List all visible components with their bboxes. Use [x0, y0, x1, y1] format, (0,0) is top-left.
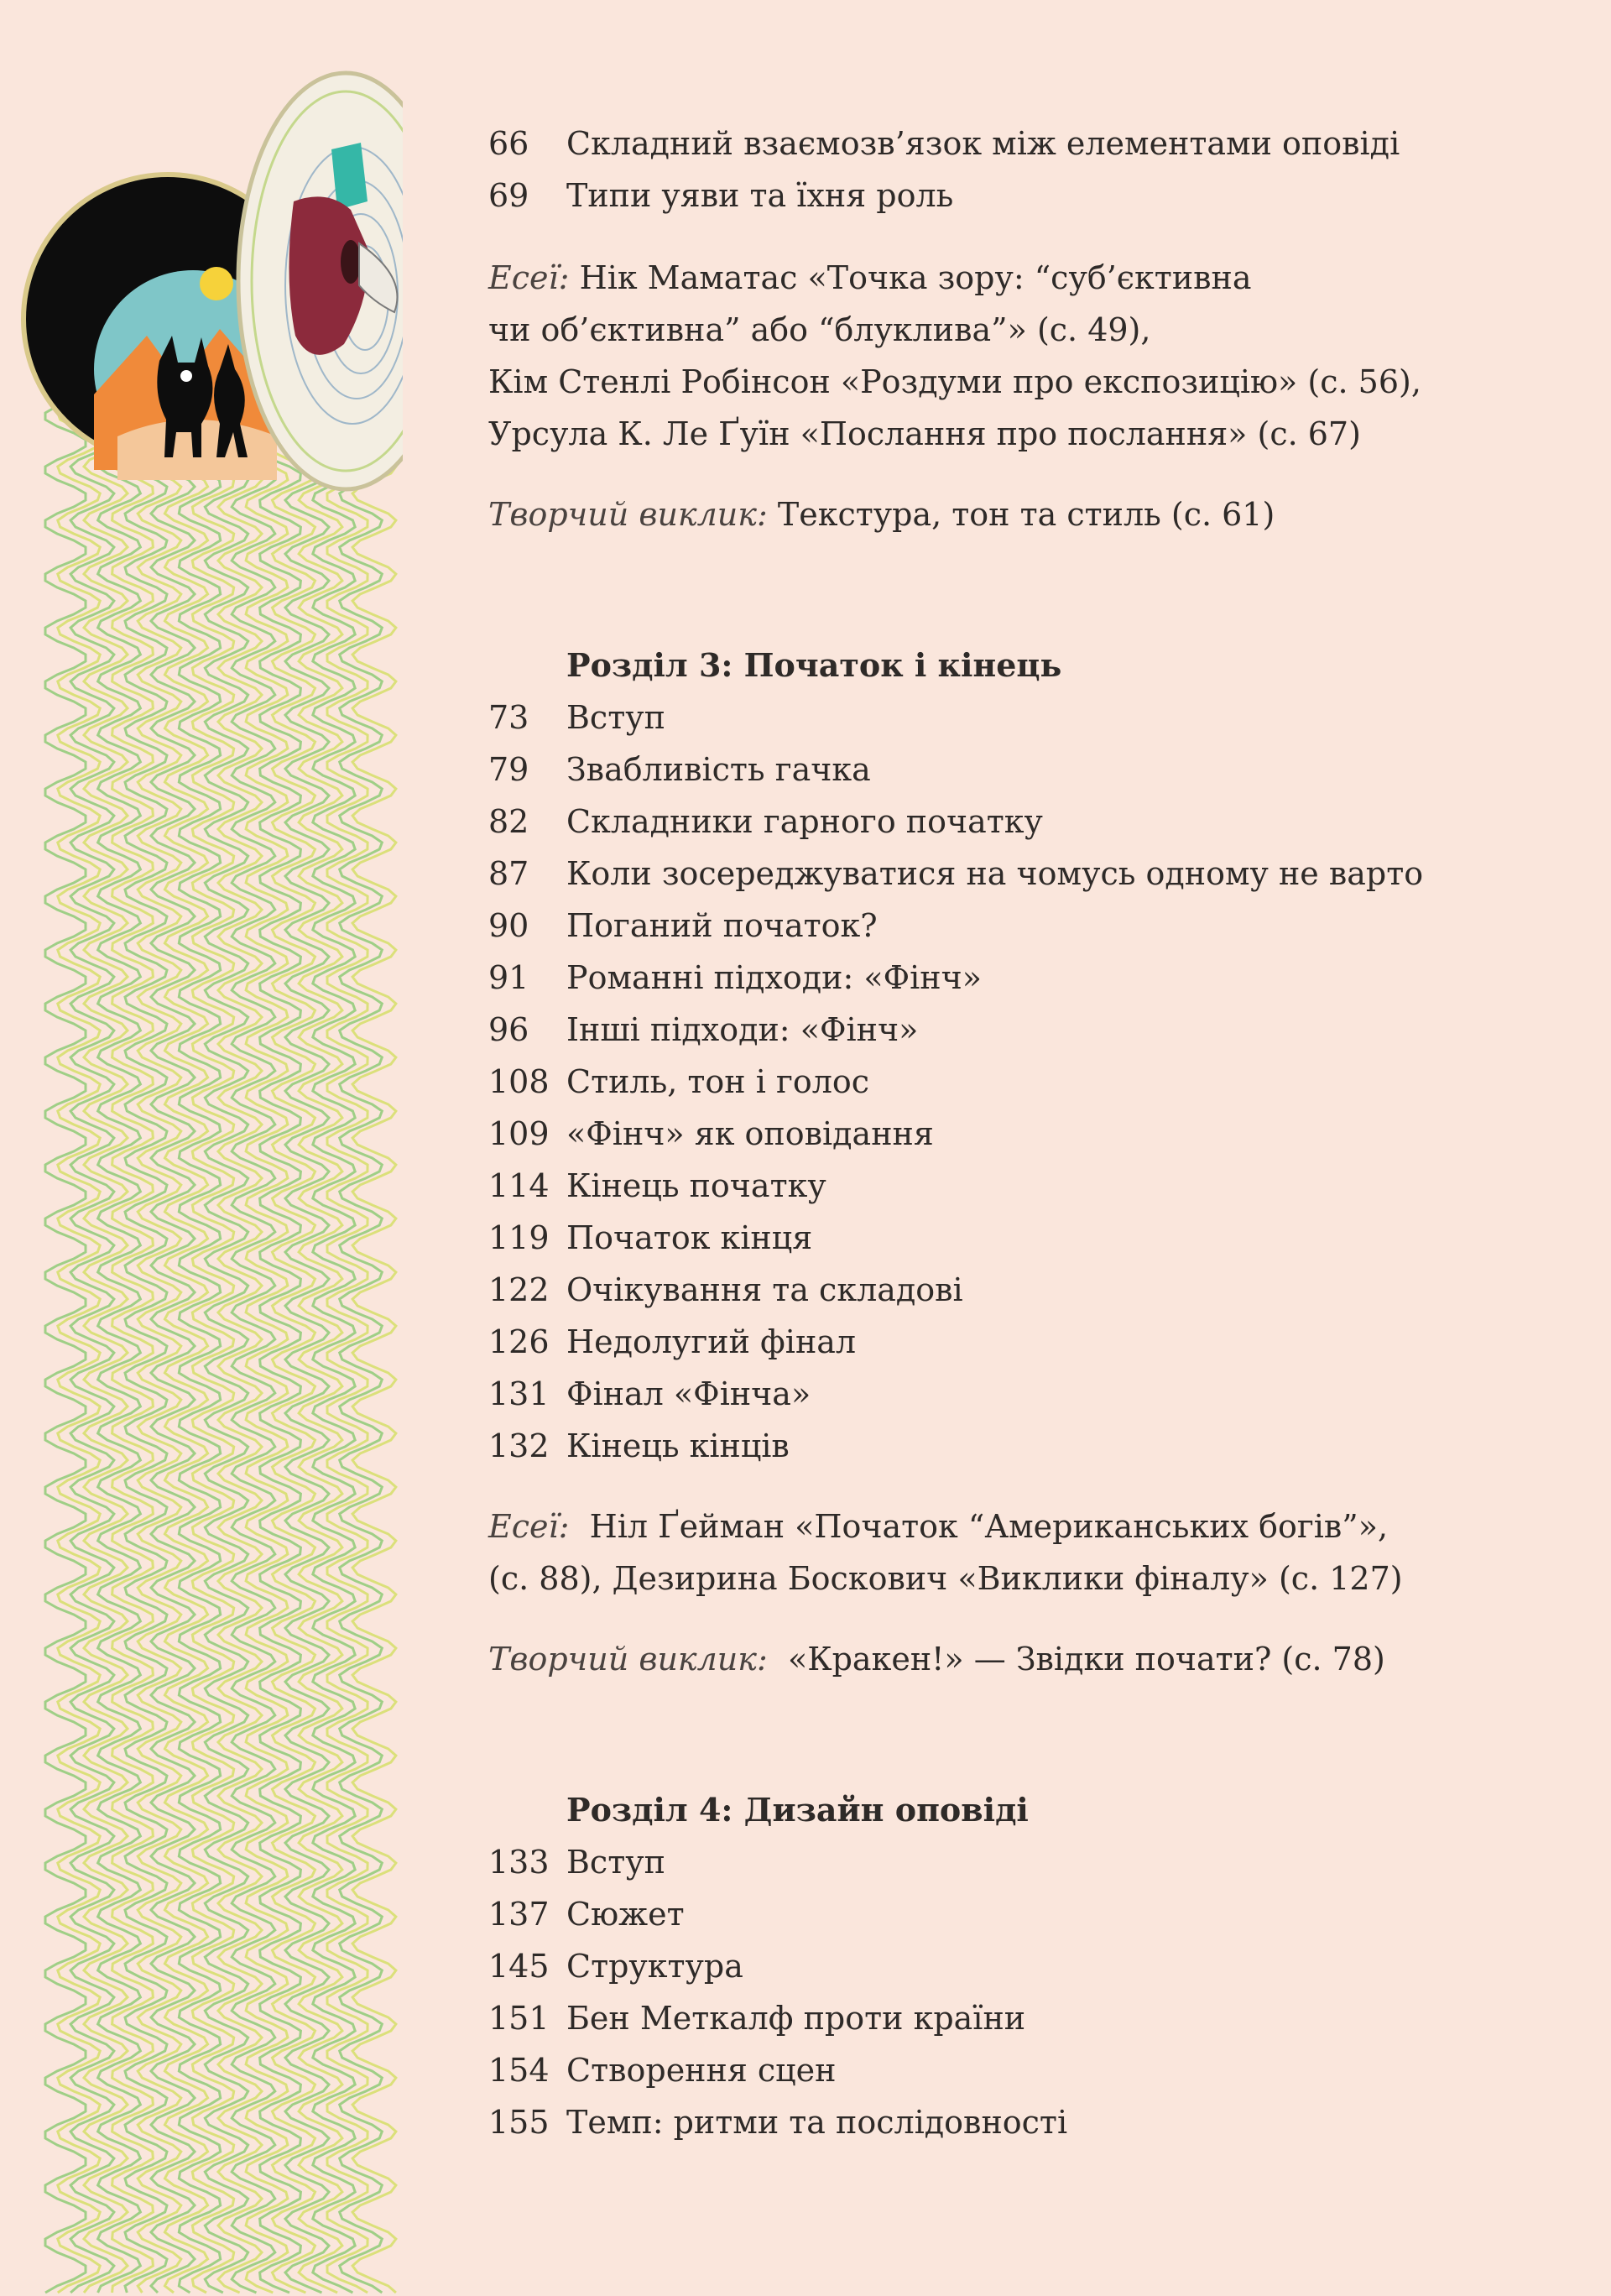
entry-title: Кінець початку	[566, 1167, 826, 1204]
toc-entry	[488, 170, 1428, 222]
page-number: 73	[488, 699, 529, 736]
toc-entry	[488, 1368, 1428, 1420]
page-number: 108	[488, 1063, 550, 1100]
toc-entry	[488, 952, 1428, 1004]
page-number: 82	[488, 803, 529, 840]
toc-entry	[488, 1212, 1428, 1264]
page-number: 126	[488, 1323, 550, 1360]
entry-title: Складний взаємозв’язок між елементами оповіді	[566, 125, 1400, 162]
entry-title: Сюжет	[566, 1896, 685, 1933]
entry-title: Вступ	[566, 699, 665, 736]
table-of-contents	[488, 117, 1428, 2148]
toc-entry	[488, 1160, 1428, 1212]
entry-title: Поганий початок?	[566, 907, 878, 944]
page-number: 66	[488, 125, 529, 162]
entry-title: Очікування та складові	[566, 1271, 963, 1308]
challenge-label: Творчий виклик:	[488, 1641, 768, 1678]
page-number: 137	[488, 1896, 550, 1933]
essays-line: Кім Стенлі Робінсон «Роздуми про експозицію» (с. 56),	[488, 363, 1421, 400]
page-number: 122	[488, 1271, 550, 1308]
toc-entry	[488, 117, 1428, 170]
chapter-heading: Розділ 4: Дизайн оповіді	[566, 1791, 1029, 1829]
toc-entry	[488, 2096, 1428, 2148]
wavy-lines-pattern	[45, 352, 396, 2293]
page-number: 87	[488, 855, 529, 892]
entry-title: Складники гарного початку	[566, 803, 1043, 840]
toc-entry	[488, 1888, 1428, 1940]
entry-title: Фінал «Фінча»	[566, 1375, 811, 1412]
top-entries	[488, 117, 1428, 222]
page-number: 69	[488, 177, 529, 214]
essays-line: Нік Маматас «Точка зору: “суб’єктивна	[579, 259, 1252, 296]
toc-entry	[488, 1056, 1428, 1108]
page-number: 79	[488, 751, 529, 788]
chapter-3	[488, 639, 1428, 1685]
wavy-line	[98, 352, 141, 2293]
chapter-4	[488, 1784, 1428, 2148]
challenge-label: Творчий виклик:	[488, 496, 768, 533]
essays-line: чи об’єктивна” або “блуклива”» (с. 49),	[488, 311, 1151, 348]
entry-title: Стиль, тон і голос	[566, 1063, 870, 1100]
creative-challenge	[488, 1633, 1428, 1685]
essays-block	[488, 1500, 1428, 1605]
challenge-text: Текстура, тон та стиль (с. 61)	[777, 496, 1275, 533]
essays-line: Ніл Ґейман «Початок “Американських богів”»,	[589, 1508, 1389, 1545]
entry-title: Темп: ритми та послідовності	[566, 2104, 1068, 2141]
page-number: 109	[488, 1115, 550, 1152]
entry-title: Бен Меткалф проти країни	[566, 2000, 1026, 2037]
page-number: 154	[488, 2052, 550, 2089]
toc-entry	[488, 796, 1428, 848]
entry-title: Кінець кінців	[566, 1427, 790, 1464]
essays-block	[488, 252, 1428, 460]
page-number: 96	[488, 1011, 529, 1048]
entry-title: Романні підходи: «Фінч»	[566, 959, 982, 996]
page-number: 119	[488, 1219, 550, 1256]
page-number: 114	[488, 1167, 550, 1204]
page-number: 133	[488, 1844, 550, 1881]
challenge-text: «Кракен!» — Звідки почати? (с. 78)	[787, 1641, 1385, 1678]
essays-label: Есеї:	[488, 259, 570, 296]
toc-entry	[488, 1004, 1428, 1056]
essays-line: (с. 88), Дезирина Боскович «Виклики фіналу» (с. 127)	[488, 1560, 1403, 1597]
toc-entry	[488, 744, 1428, 796]
entry-title: Типи уяви та їхня роль	[566, 177, 954, 214]
toc-entry	[488, 1420, 1428, 1472]
entry-title: Вступ	[566, 1844, 665, 1881]
toc-entry	[488, 691, 1428, 744]
entry-title: Звабливість гачка	[566, 751, 871, 788]
creative-challenge	[488, 488, 1428, 540]
essays-line: Урсула К. Ле Ґуїн «Послання про послання» (с. 67)	[488, 415, 1361, 452]
page-number: 90	[488, 907, 529, 944]
toc-entry	[488, 848, 1428, 900]
page-number: 155	[488, 2104, 550, 2141]
toc-entry	[488, 900, 1428, 952]
toc-entry	[488, 2044, 1428, 2096]
entry-title: Створення сцен	[566, 2052, 837, 2089]
toc-entry	[488, 1108, 1428, 1160]
page-number: 91	[488, 959, 529, 996]
toc-entry	[488, 1264, 1428, 1316]
toc-entry	[488, 1940, 1428, 1992]
page-number: 132	[488, 1427, 550, 1464]
toc-entry	[488, 1992, 1428, 2044]
entry-title: Структура	[566, 1948, 743, 1985]
page-number: 131	[488, 1375, 550, 1412]
decorative-illustration	[0, 0, 403, 2296]
toc-entry	[488, 1836, 1428, 1888]
chapter-heading: Розділ 3: Початок і кінець	[566, 646, 1062, 684]
entry-title: «Фінч» як оповідання	[566, 1115, 934, 1152]
entry-title: Недолугий фінал	[566, 1323, 857, 1360]
page-number: 145	[488, 1948, 550, 1985]
page-number: 151	[488, 2000, 550, 2037]
essays-label: Есеї:	[488, 1508, 570, 1545]
entry-title: Коли зосереджуватися на чомусь одному не варто	[566, 855, 1424, 892]
toc-entry	[488, 1316, 1428, 1368]
entry-title: Інші підходи: «Фінч»	[566, 1011, 919, 1048]
entry-title: Початок кінця	[566, 1219, 813, 1256]
wavy-line	[84, 352, 128, 2293]
